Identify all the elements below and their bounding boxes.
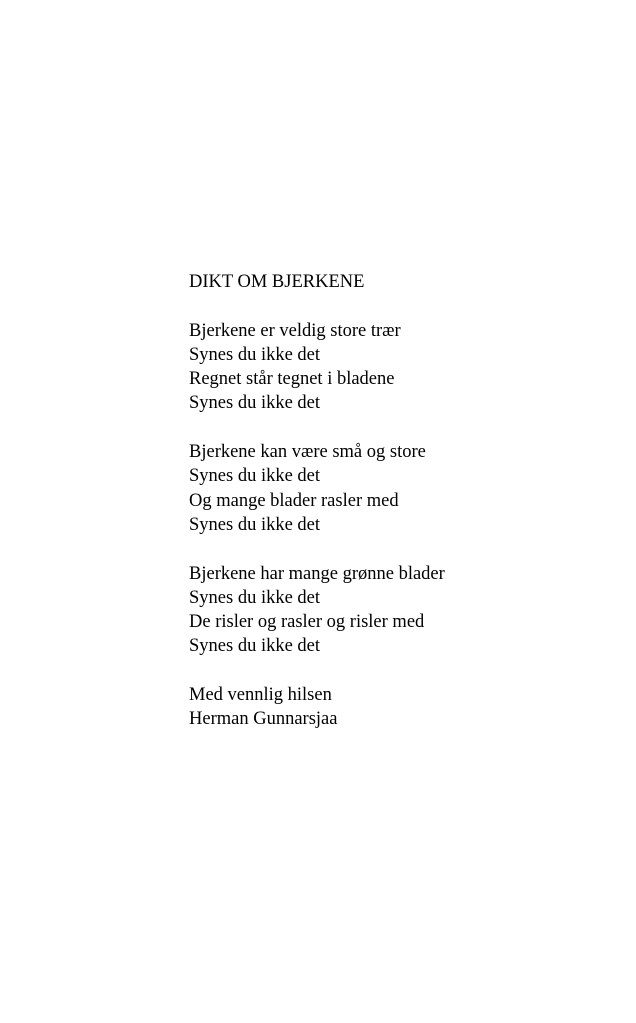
stanza-3 xyxy=(189,562,609,659)
poem-line: Og mange blader rasler med xyxy=(189,490,399,511)
stanza-2 xyxy=(189,440,609,537)
poem-line: Synes du ikke det xyxy=(189,466,321,487)
closing-greeting: Med vennlig hilsen xyxy=(189,685,332,706)
poem-line: Regnet står tegnet i bladene xyxy=(189,369,395,390)
poem-line: Synes du ikke det xyxy=(189,393,321,414)
poem xyxy=(189,270,609,732)
poem-line: Bjerkene er veldig store trær xyxy=(189,320,401,341)
author-name: Herman Gunnarsjaa xyxy=(189,709,338,730)
poem-line: De risler og rasler og risler med xyxy=(189,612,425,633)
poem-title: DIKT OM BJERKENE xyxy=(189,272,365,292)
signature-block xyxy=(189,683,609,732)
poem-line: Bjerkene kan være små og store xyxy=(189,442,426,463)
poem-line: Synes du ikke det xyxy=(189,587,321,608)
poem-line: Synes du ikke det xyxy=(189,344,321,365)
poem-line: Synes du ikke det xyxy=(189,514,321,535)
poem-line: Synes du ikke det xyxy=(189,636,321,657)
stanza-1 xyxy=(189,319,609,416)
poem-line: Bjerkene har mange grønne blader xyxy=(189,563,445,584)
